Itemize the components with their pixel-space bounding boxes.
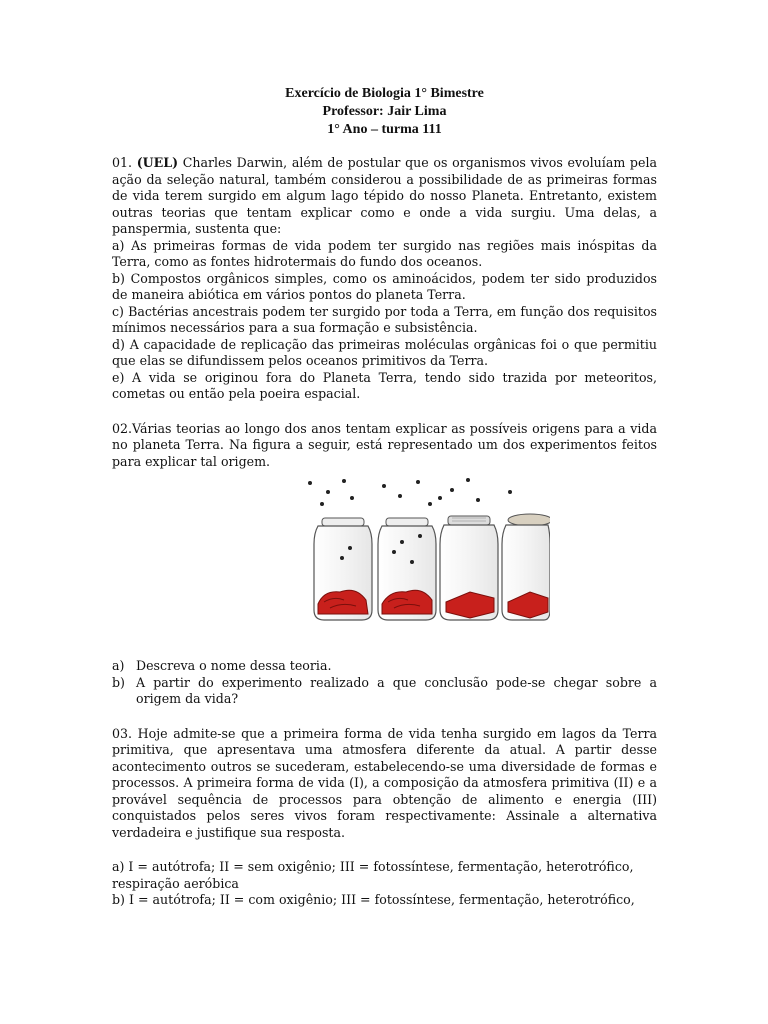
question-1-option-a: a) As primeiras formas de vida podem ter surgido nas regiões mais inóspitas da Terra, como as fontes hidrotermais do fundo dos oceanos. xyxy=(112,237,657,269)
spacer xyxy=(112,403,657,421)
item-label: b) xyxy=(112,674,125,690)
jars-experiment-figure xyxy=(112,478,657,648)
question-2-items xyxy=(112,658,657,708)
jar-3-gauze-covered xyxy=(440,516,498,620)
question-3-option-b: b) I = autótrofa; II = com oxigênio; III = fotossíntese, fermentação, heterotrófico, xyxy=(112,892,635,907)
header-teacher: Professor: Jair Lima xyxy=(322,104,447,119)
question-1-number: 01. xyxy=(112,155,137,170)
question-1-option-d: d) A capacidade de replicação das primeiras moléculas orgânicas foi o que permitiu que elas se difundissem pelos oceanos primitivos da Terra. xyxy=(112,336,657,368)
item-label: a) xyxy=(112,658,125,673)
jars-illustration xyxy=(300,478,550,638)
document-header xyxy=(112,85,657,139)
question-2-item-b xyxy=(112,675,657,708)
question-3-option-a: a) I = autótrofa; II = sem oxigênio; III = fotossíntese, fermentação, heterotrófico, respiração aeróbica xyxy=(112,859,634,891)
jar-4-sealed xyxy=(502,514,550,620)
item-text: A partir do experimento realizado a que conclusão pode-se chegar sobre a origem da vida? xyxy=(136,674,657,706)
jar-1-open xyxy=(314,518,372,620)
document-page xyxy=(112,85,657,909)
question-3-stem: 03. Hoje admite-se que a primeira forma de vida tenha surgido em lagos da Terra primitiva, que apresentava uma atmosfera diferente da atual. A partir desse acontecimento outros se sucederam, estabelecendo-se uma diversidade de formas e processos. A primeira forma de vida (I), a composição da atmosfera primitiva (II) e a provável sequência de processos para obtenção de alimento e energia (III) conquistados pelos seres vivos foram respectivamente: Assinale a alternativa verdadeira e justifique sua resposta. xyxy=(112,725,657,840)
spacer xyxy=(112,841,657,859)
question-2-stem: 02.Várias teorias ao longo dos anos tentam explicar as possíveis origens para a vida no planeta Terra. Na figura a seguir, está representado um dos experimentos feitos para explicar tal origem. xyxy=(112,420,657,469)
jar-2-open xyxy=(378,518,436,620)
header-title: Exercício de Biologia 1° Bimestre xyxy=(285,86,484,101)
question-1-source: (UEL) xyxy=(136,155,179,170)
spacer xyxy=(112,708,657,726)
header-class: 1° Ano – turma 111 xyxy=(327,122,442,137)
question-1-option-c: c) Bactérias ancestrais podem ter surgido por toda a Terra, em função dos requisitos mínimos necessários para a sua formação e subsistência. xyxy=(112,303,657,335)
question-1 xyxy=(112,155,657,238)
question-2-item-a xyxy=(112,658,657,675)
item-text: Descreva o nome dessa teoria. xyxy=(136,658,332,673)
question-1-stem: Charles Darwin, além de postular que os organismos vivos evoluíam pela ação da seleção natural, também considerou a possibilidade de as primeiras formas de vida terem surgido em algum lago tépido do nosso Planeta. Entretanto, existem outras teorias que tentam explicar como e onde a vida surgiu. Uma delas, a panspermia, sustenta que: xyxy=(112,155,657,236)
question-1-option-b: b) Compostos orgânicos simples, como os aminoácidos, podem ter sido produzidos de maneira abiótica em vários pontos do planeta Terra. xyxy=(112,270,657,302)
question-1-option-e: e) A vida se originou fora do Planeta Terra, tendo sido trazida por meteoritos, cometas ou então pela poeira espacial. xyxy=(112,369,657,401)
